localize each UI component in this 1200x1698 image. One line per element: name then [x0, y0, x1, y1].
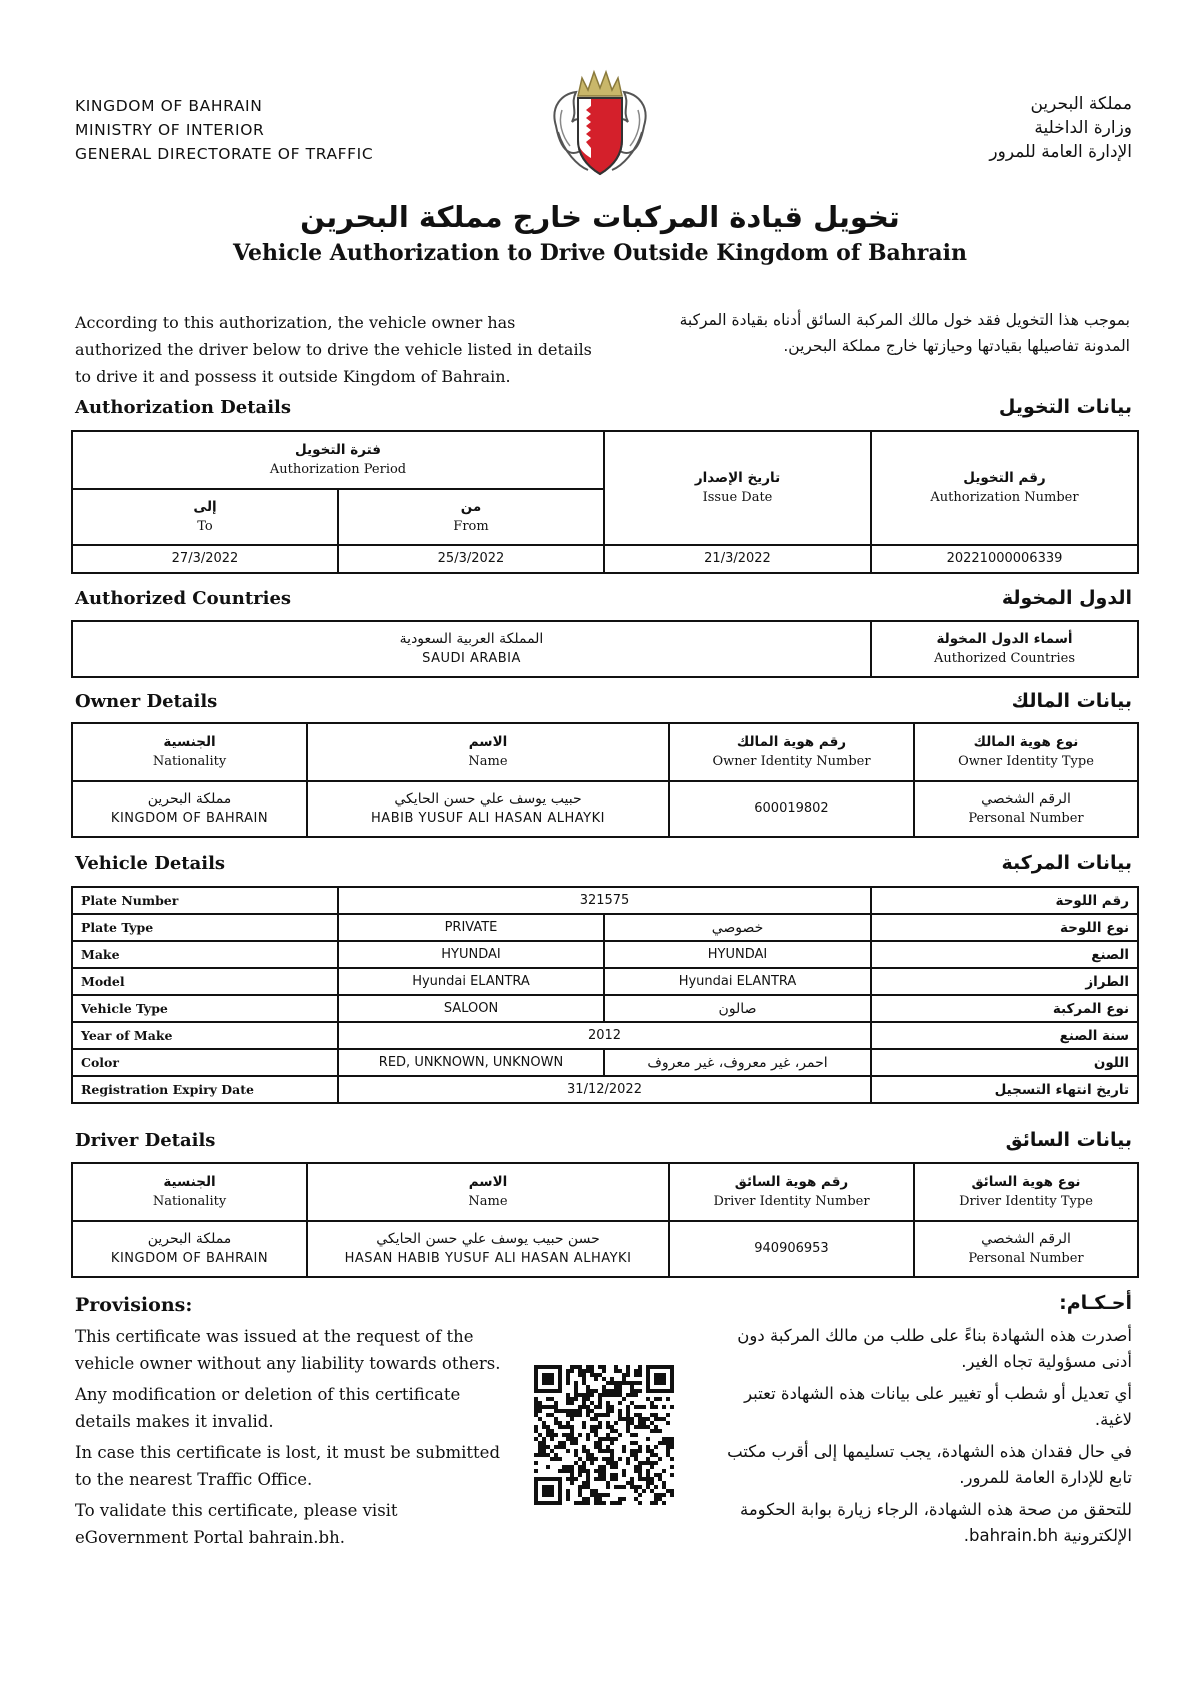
- expiry-label-en: Registration Expiry Date: [72, 1076, 338, 1103]
- driver-nationality-label-en: Nationality: [152, 1194, 227, 1209]
- driver-name-label-ar: الاسم: [468, 1174, 508, 1190]
- year-label-en: Year of Make: [72, 1022, 338, 1049]
- header-english: [75, 94, 373, 166]
- driver-name-value: [307, 1221, 669, 1277]
- make-value-en: HYUNDAI: [338, 941, 604, 968]
- kingdom-line-en: KINGDOM OF BAHRAIN: [75, 97, 263, 115]
- plate-type-label-en: Plate Type: [72, 914, 338, 941]
- owner-name-value-en: HABIB YUSUF ALI HASAN ALHAYKI: [371, 811, 605, 826]
- countries-section-title-ar: الدول المخولة: [1001, 587, 1132, 609]
- countries-label-ar: أسماء الدول المخولة: [936, 631, 1073, 647]
- owner-name-label-en: Name: [468, 754, 508, 769]
- driver-section-title-en: Driver Details: [75, 1130, 216, 1151]
- number-label-ar: رقم التخويل: [963, 470, 1046, 486]
- driver-id-number-label-en: Driver Identity Number: [713, 1194, 870, 1209]
- authorization-table: [71, 430, 1139, 574]
- from-date-value: 25/3/2022: [338, 545, 604, 573]
- owner-id-number-label-en: Owner Identity Number: [712, 754, 871, 769]
- driver-id-number-value: 940906953: [669, 1221, 914, 1277]
- provisions-title-en: Provisions:: [75, 1294, 193, 1316]
- issue-date-value: 21/3/2022: [604, 545, 871, 573]
- to-label-en: To: [197, 519, 213, 534]
- to-header: [72, 489, 338, 545]
- color-value-ar: احمر، غير معروف، غير معروف: [604, 1049, 871, 1076]
- bahrain-coat-of-arms-icon: [548, 66, 652, 186]
- intro-text-ar: بموجب هذا التخويل فقد خول مالك المركبة السائق أدناه بقيادة المركبة المدونة تفاصيلها بقيادتها وحيازتها خارج مملكة البحرين.: [679, 311, 1130, 355]
- driver-id-type-value-en: Personal Number: [968, 1251, 1084, 1266]
- owner-section-title-ar: بيانات المالك: [1011, 690, 1132, 712]
- period-label-ar: فترة التخويل: [295, 442, 381, 458]
- ministry-line-ar: وزارة الداخلية: [1034, 118, 1132, 138]
- driver-nationality-value-en: KINGDOM OF BAHRAIN: [110, 1251, 269, 1266]
- authorization-number-value: 20221000006339: [871, 545, 1138, 573]
- model-label-en: Model: [72, 968, 338, 995]
- from-header: [338, 489, 604, 545]
- owner-id-number-value: 600019802: [669, 781, 914, 837]
- model-value-en: Hyundai ELANTRA: [338, 968, 604, 995]
- number-label-en: Authorization Number: [930, 490, 1079, 505]
- provisions-title-ar: أحـكـام:: [1059, 1292, 1132, 1314]
- color-label-ar: اللون: [871, 1049, 1138, 1076]
- countries-label-en: Authorized Countries: [933, 651, 1076, 666]
- driver-name-value-en: HASAN HABIB YUSUF ALI HASAN ALHAYKI: [344, 1251, 632, 1266]
- make-label-en: Make: [72, 941, 338, 968]
- year-label-ar: سنة الصنع: [871, 1022, 1138, 1049]
- vehicle-type-row: [72, 995, 1138, 1022]
- driver-nationality-value: [72, 1221, 307, 1277]
- owner-nationality-label-ar: الجنسية: [163, 734, 216, 750]
- expiry-label-ar: تاريخ انتهاء التسجيل: [871, 1076, 1138, 1103]
- countries-table: [71, 620, 1139, 678]
- to-date-value: 27/3/2022: [72, 545, 338, 573]
- issue-label-en: Issue Date: [702, 490, 773, 505]
- vehicle-section-title-en: Vehicle Details: [75, 853, 226, 874]
- document-title-ar: تخويل قيادة المركبات خارج مملكة البحرين: [300, 200, 900, 234]
- provision-ar-4: للتحقق من صحة هذه الشهادة، الرجاء زيارة بوابة الحكومة الإلكترونية bahrain.bh.: [739, 1500, 1132, 1545]
- driver-id-number-header: [669, 1163, 914, 1221]
- provisions-list-ar: [722, 1323, 1132, 1555]
- country-value-ar: المملكة العربية السعودية: [399, 631, 544, 647]
- vehicle-type-label-ar: نوع المركبة: [871, 995, 1138, 1022]
- driver-name-label-en: Name: [468, 1194, 508, 1209]
- driver-id-type-value-ar: الرقم الشخصي: [981, 1231, 1071, 1247]
- plate-number-row: [72, 887, 1138, 914]
- to-label-ar: إلى: [193, 499, 217, 515]
- driver-nationality-value-ar: مملكة البحرين: [147, 1231, 232, 1247]
- vehicle-type-value-ar: صالون: [604, 995, 871, 1022]
- vehicle-type-value-en: SALOON: [338, 995, 604, 1022]
- plate-number-label-en: Plate Number: [72, 887, 338, 914]
- owner-nationality-value: [72, 781, 307, 837]
- country-value-cell: [72, 621, 871, 677]
- authorization-number-header: [871, 431, 1138, 545]
- vehicle-table: [71, 886, 1139, 1104]
- expiry-row: [72, 1076, 1138, 1103]
- qr-code-icon: [534, 1365, 674, 1505]
- year-value: 2012: [338, 1022, 871, 1049]
- make-value-ar: HYUNDAI: [604, 941, 871, 968]
- driver-id-type-label-en: Driver Identity Type: [959, 1194, 1093, 1209]
- year-row: [72, 1022, 1138, 1049]
- owner-table: [71, 722, 1139, 838]
- owner-id-type-label-en: Owner Identity Type: [958, 754, 1094, 769]
- provision-ar-2: أي تعديل أو شطب أو تغيير على بيانات هذه الشهادة تعتبر لاغية.: [744, 1384, 1132, 1429]
- owner-id-type-label-ar: نوع هوية المالك: [973, 734, 1079, 750]
- driver-id-type-header: [914, 1163, 1138, 1221]
- model-label-ar: الطراز: [871, 968, 1138, 995]
- authorization-period-header: [72, 431, 604, 489]
- ministry-line-en: MINISTRY OF INTERIOR: [75, 121, 265, 139]
- vehicle-section-title-ar: بيانات المركبة: [1001, 852, 1132, 874]
- provision-en-1: This certificate was issued at the request of the vehicle owner without any liability towards others.: [75, 1327, 501, 1373]
- authorization-section-title-en: Authorization Details: [75, 397, 292, 418]
- plate-type-value-en: PRIVATE: [338, 914, 604, 941]
- country-value-en: SAUDI ARABIA: [422, 651, 521, 666]
- provisions-list-en: [75, 1323, 505, 1555]
- vehicle-type-label-en: Vehicle Type: [72, 995, 338, 1022]
- driver-name-value-ar: حسن حبيب يوسف علي حسن الحايكي: [376, 1231, 600, 1247]
- driver-id-type-value: [914, 1221, 1138, 1277]
- make-row: [72, 941, 1138, 968]
- owner-nationality-value-en: KINGDOM OF BAHRAIN: [110, 811, 269, 826]
- plate-number-label-ar: رقم اللوحة: [871, 887, 1138, 914]
- provision-ar-1: أصدرت هذه الشهادة بناءً على طلب من مالك المركبة دون أدنى مسؤولية تجاه الغير.: [737, 1326, 1132, 1371]
- document-title-en: Vehicle Authorization to Drive Outside Kingdom of Bahrain: [232, 240, 967, 266]
- intro-text-en: According to this authorization, the vehicle owner has authorized the driver below to drive the vehicle listed in details to drive it and possess it outside Kingdom of Bahrain.: [75, 313, 592, 386]
- driver-table: [71, 1162, 1139, 1278]
- owner-nationality-value-ar: مملكة البحرين: [147, 791, 232, 807]
- owner-name-value: [307, 781, 669, 837]
- issue-label-ar: تاريخ الإصدار: [694, 470, 781, 486]
- provision-en-3: In case this certificate is lost, it must be submitted to the nearest Traffic Office.: [75, 1443, 501, 1489]
- provision-en-4: To validate this certificate, please visit eGovernment Portal bahrain.bh.: [75, 1501, 398, 1547]
- plate-type-label-ar: نوع اللوحة: [871, 914, 1138, 941]
- owner-section-title-en: Owner Details: [75, 691, 218, 712]
- driver-nationality-header: [72, 1163, 307, 1221]
- directorate-line-en: GENERAL DIRECTORATE OF TRAFFIC: [75, 145, 374, 163]
- countries-section-title-en: Authorized Countries: [75, 588, 292, 609]
- driver-section-title-ar: بيانات السائق: [1005, 1129, 1132, 1151]
- color-row: [72, 1049, 1138, 1076]
- expiry-value: 31/12/2022: [338, 1076, 871, 1103]
- owner-name-label-ar: الاسم: [468, 734, 508, 750]
- model-value-ar: Hyundai ELANTRA: [604, 968, 871, 995]
- owner-name-header: [307, 723, 669, 781]
- provision-ar-3: في حال فقدان هذه الشهادة، يجب تسليمها إلى أقرب مكتب تابع للإدارة العامة للمرور.: [727, 1442, 1132, 1487]
- owner-id-number-header: [669, 723, 914, 781]
- issue-date-header: [604, 431, 871, 545]
- period-label-en: Authorization Period: [269, 462, 407, 477]
- owner-nationality-header: [72, 723, 307, 781]
- plate-type-value-ar: خصوصي: [604, 914, 871, 941]
- plate-number-value: 321575: [338, 887, 871, 914]
- owner-id-type-value: [914, 781, 1138, 837]
- provision-en-2: Any modification or deletion of this certificate details makes it invalid.: [75, 1385, 461, 1431]
- countries-label-cell: [871, 621, 1138, 677]
- from-label-ar: من: [460, 499, 482, 515]
- color-label-en: Color: [72, 1049, 338, 1076]
- owner-id-number-label-ar: رقم هوية المالك: [736, 734, 847, 750]
- directorate-line-ar: الإدارة العامة للمرور: [989, 142, 1132, 162]
- owner-nationality-label-en: Nationality: [152, 754, 227, 769]
- owner-name-value-ar: حبيب يوسف علي حسن الحايكي: [394, 791, 582, 807]
- header-arabic: [830, 92, 1132, 164]
- owner-id-type-header: [914, 723, 1138, 781]
- driver-name-header: [307, 1163, 669, 1221]
- authorization-section-title-ar: بيانات التخويل: [998, 396, 1132, 418]
- make-label-ar: الصنع: [871, 941, 1138, 968]
- driver-id-number-label-ar: رقم هوية السائق: [734, 1174, 849, 1190]
- kingdom-line-ar: مملكة البحرين: [1030, 94, 1132, 114]
- color-value-en: RED, UNKNOWN, UNKNOWN: [338, 1049, 604, 1076]
- plate-type-row: [72, 914, 1138, 941]
- model-row: [72, 968, 1138, 995]
- driver-nationality-label-ar: الجنسية: [163, 1174, 216, 1190]
- from-label-en: From: [453, 519, 489, 534]
- driver-id-type-label-ar: نوع هوية السائق: [971, 1174, 1081, 1190]
- owner-id-type-value-ar: الرقم الشخصي: [981, 791, 1071, 807]
- owner-id-type-value-en: Personal Number: [968, 811, 1084, 826]
